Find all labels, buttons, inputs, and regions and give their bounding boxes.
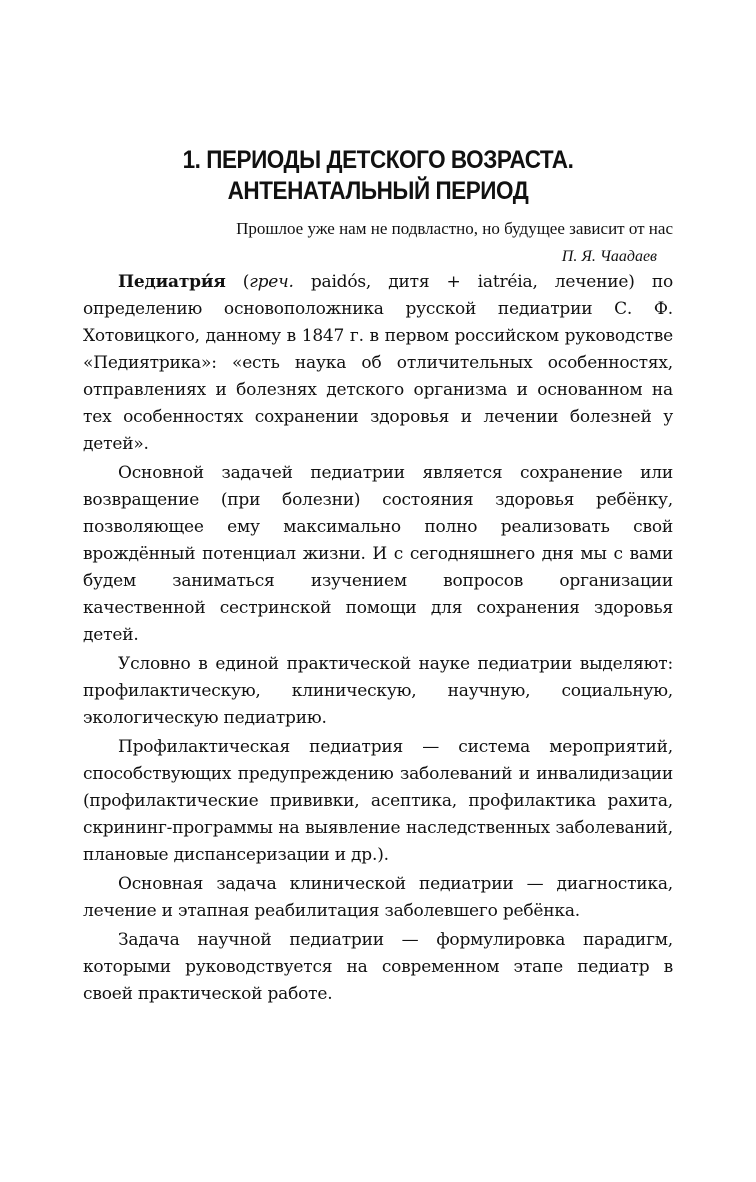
paragraph-scientific: Задача научной педиатрии — формулировка парадигм, которыми руководствуется на современном этапе педиатр в своей практической работе. (83, 930, 673, 1004)
chapter-title-line-1: 1. ПЕРИОДЫ ДЕТСКОГО ВОЗРАСТА. (182, 146, 574, 174)
paragraph-definition: Педиатри́я (греч. paidós, дитя + iatréia, лечение) по определению основоположника русской педиатрии С. Ф. Хотовицкого, данному в 1847 г. в первом российском руководстве «Педиятрика»: «есть наука об отличительных особенностях, отправлениях и болезнях детского организма и основанном на тех особенностях сохранении здоровья и лечении болезней у детей». (83, 272, 673, 454)
epigraph-quote: Прошлое уже нам не подвластно, но будущее зависит от нас (236, 219, 673, 238)
body-text (83, 269, 673, 1008)
etymology-gloss: греч. (249, 272, 294, 292)
epigraph-author: П. Я. Чаадаев (561, 248, 657, 265)
document-page (83, 0, 673, 1010)
paragraph-preventive: Профилактическая педиатрия — система мероприятий, способствующих предупреждению заболеваний и инвалидизации (профилактические прививки, асептика, профилактика рахита, скрининг-программы на выявление наследственных заболеваний, плановые диспансеризации и др.). (83, 737, 673, 865)
paragraph-clinical: Основная задача клинической педиатрии — диагностика, лечение и этапная реабилитация заболевшего ребёнка. (83, 874, 673, 921)
defined-term: Педиатри́я (118, 272, 226, 292)
chapter-title (113, 145, 644, 207)
paragraph-branches: Условно в единой практической науке педиатрии выделяют: профилактическую, клиническую, научную, социальную, экологическую педиатрию. (83, 654, 673, 728)
chapter-title-line-2: АНТЕНАТАЛЬНЫЙ ПЕРИОД (227, 177, 529, 205)
paragraph-main-task: Основной задачей педиатрии является сохранение или возвращение (при болезни) состояния здоровья ребёнку, позволяющее ему максимально полно реализовать свой врождённый потенциал жизни. И с сегодняшнего дня мы с вами будем заниматься изучением вопросов организации качественной сестринской помощи для сохранения здоровья детей. (83, 463, 673, 645)
definition-text: paidós, дитя + iatréia, лечение) по определению основоположника русской педиатрии С. Ф. Хотовицкого, данному в 1847 г. в первом российском руководстве «Педиятрика»: «есть наука об отличительных особенностях, отправлениях и болезнях детского организма и основанном на тех особенностях сохранении здоровья и лечении болезней у детей». (83, 272, 673, 454)
